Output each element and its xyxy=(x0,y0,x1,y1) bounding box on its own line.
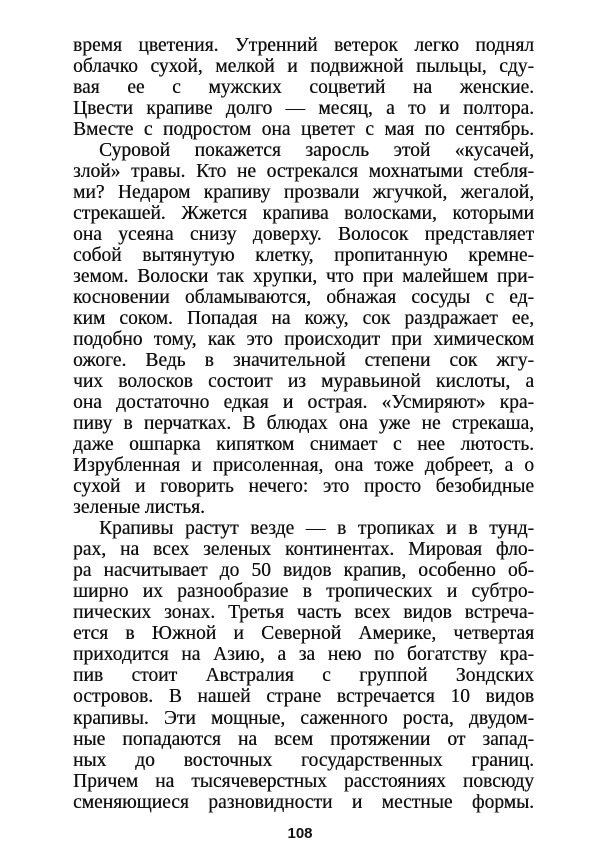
text-line: вая ее с мужских соцветий на женские. xyxy=(73,77,534,99)
text-line: стрекашей. Жжется крапива волосками, которыми xyxy=(73,203,534,225)
page-number: 108 xyxy=(287,825,313,842)
paragraph xyxy=(73,35,534,140)
text-line: Суровой покажется заросль этой «кусачей, xyxy=(99,140,534,162)
text-line: Крапивы растут везде — в тропиках и в тунд- xyxy=(99,518,534,540)
text-line: злой» травы. Кто не острекался мохнатыми стебля- xyxy=(73,161,534,183)
text-line: крапивы. Эти мощные, саженного роста, двудом- xyxy=(73,707,534,729)
text-line: ожоге. Ведь в значительной степени сок жгу- xyxy=(73,350,534,372)
text-line: ные попадаются на всем протяжении от запад- xyxy=(73,728,534,750)
text-line: ми? Недаром крапиву прозвали жгучкой, жегалой, xyxy=(73,182,534,204)
paragraph xyxy=(73,140,534,518)
text-line: приходится на Азию, а за нею по богатству кра- xyxy=(73,644,534,666)
text-line: ных до восточных государственных границ. xyxy=(73,749,534,771)
text-line: земом. Волоски так хрупки, что при малейшем при- xyxy=(73,266,534,288)
text-line: зеленые листья. xyxy=(73,497,205,519)
text-line: она усеяна снизу доверху. Волосок представляет xyxy=(73,224,534,246)
text-line: она достаточно едкая и острая. «Усмиряют» кра- xyxy=(73,392,534,414)
text-line: ется в Южной и Северной Америке, четвертая xyxy=(73,623,534,645)
text-line: островов. В нашей стране встречается 10 видов xyxy=(73,686,534,708)
body-text xyxy=(73,35,534,813)
text-line: сменяющиеся разновидности и местные формы. xyxy=(73,791,534,813)
text-line: пив стоит Австралия с группой Зондских xyxy=(73,665,534,687)
text-line: Цвести крапиве долго — месяц, а то и полтора. xyxy=(73,98,534,120)
text-line: облачко сухой, мелкой и подвижной пыльцы, сду- xyxy=(73,56,534,78)
text-line: рах, на всех зеленых континентах. Мировая фло- xyxy=(73,539,534,561)
text-line: ширно их разнообразие в тропических и субтро- xyxy=(73,581,534,603)
text-line: сухой и говорить нечего: это просто безобидные xyxy=(73,476,534,498)
text-line: пиву в перчатках. В блюдах она уже не стрекаша, xyxy=(73,413,534,435)
text-line: время цветения. Утренний ветерок легко поднял xyxy=(73,35,534,56)
text-line: даже ошпарка кипятком снимает с нее лютость. xyxy=(73,434,534,456)
paragraph xyxy=(73,518,534,812)
text-line: Вместе с подростом она цветет с мая по сентябрь. xyxy=(73,119,534,141)
text-line: чих волосков состоит из муравьиной кислоты, а xyxy=(73,371,534,393)
text-line: пических зонах. Третья часть всех видов встреча- xyxy=(73,602,534,624)
text-line: ким соком. Попадая на кожу, сок раздражает ее, xyxy=(73,308,534,330)
text-line: косновении обламываются, обнажая сосуды с ед- xyxy=(73,287,534,309)
text-line: Изрубленная и присоленная, она тоже добреет, а о xyxy=(73,455,534,477)
text-line: подобно тому, как это происходит при химическом xyxy=(73,329,534,351)
text-line: Причем на тысячеверстных расстояниях повсюду xyxy=(73,770,534,792)
text-line: ра насчитывает до 50 видов крапив, особенно об- xyxy=(73,560,534,582)
text-line: собой вытянутую клетку, пропитанную кремне- xyxy=(73,245,534,267)
